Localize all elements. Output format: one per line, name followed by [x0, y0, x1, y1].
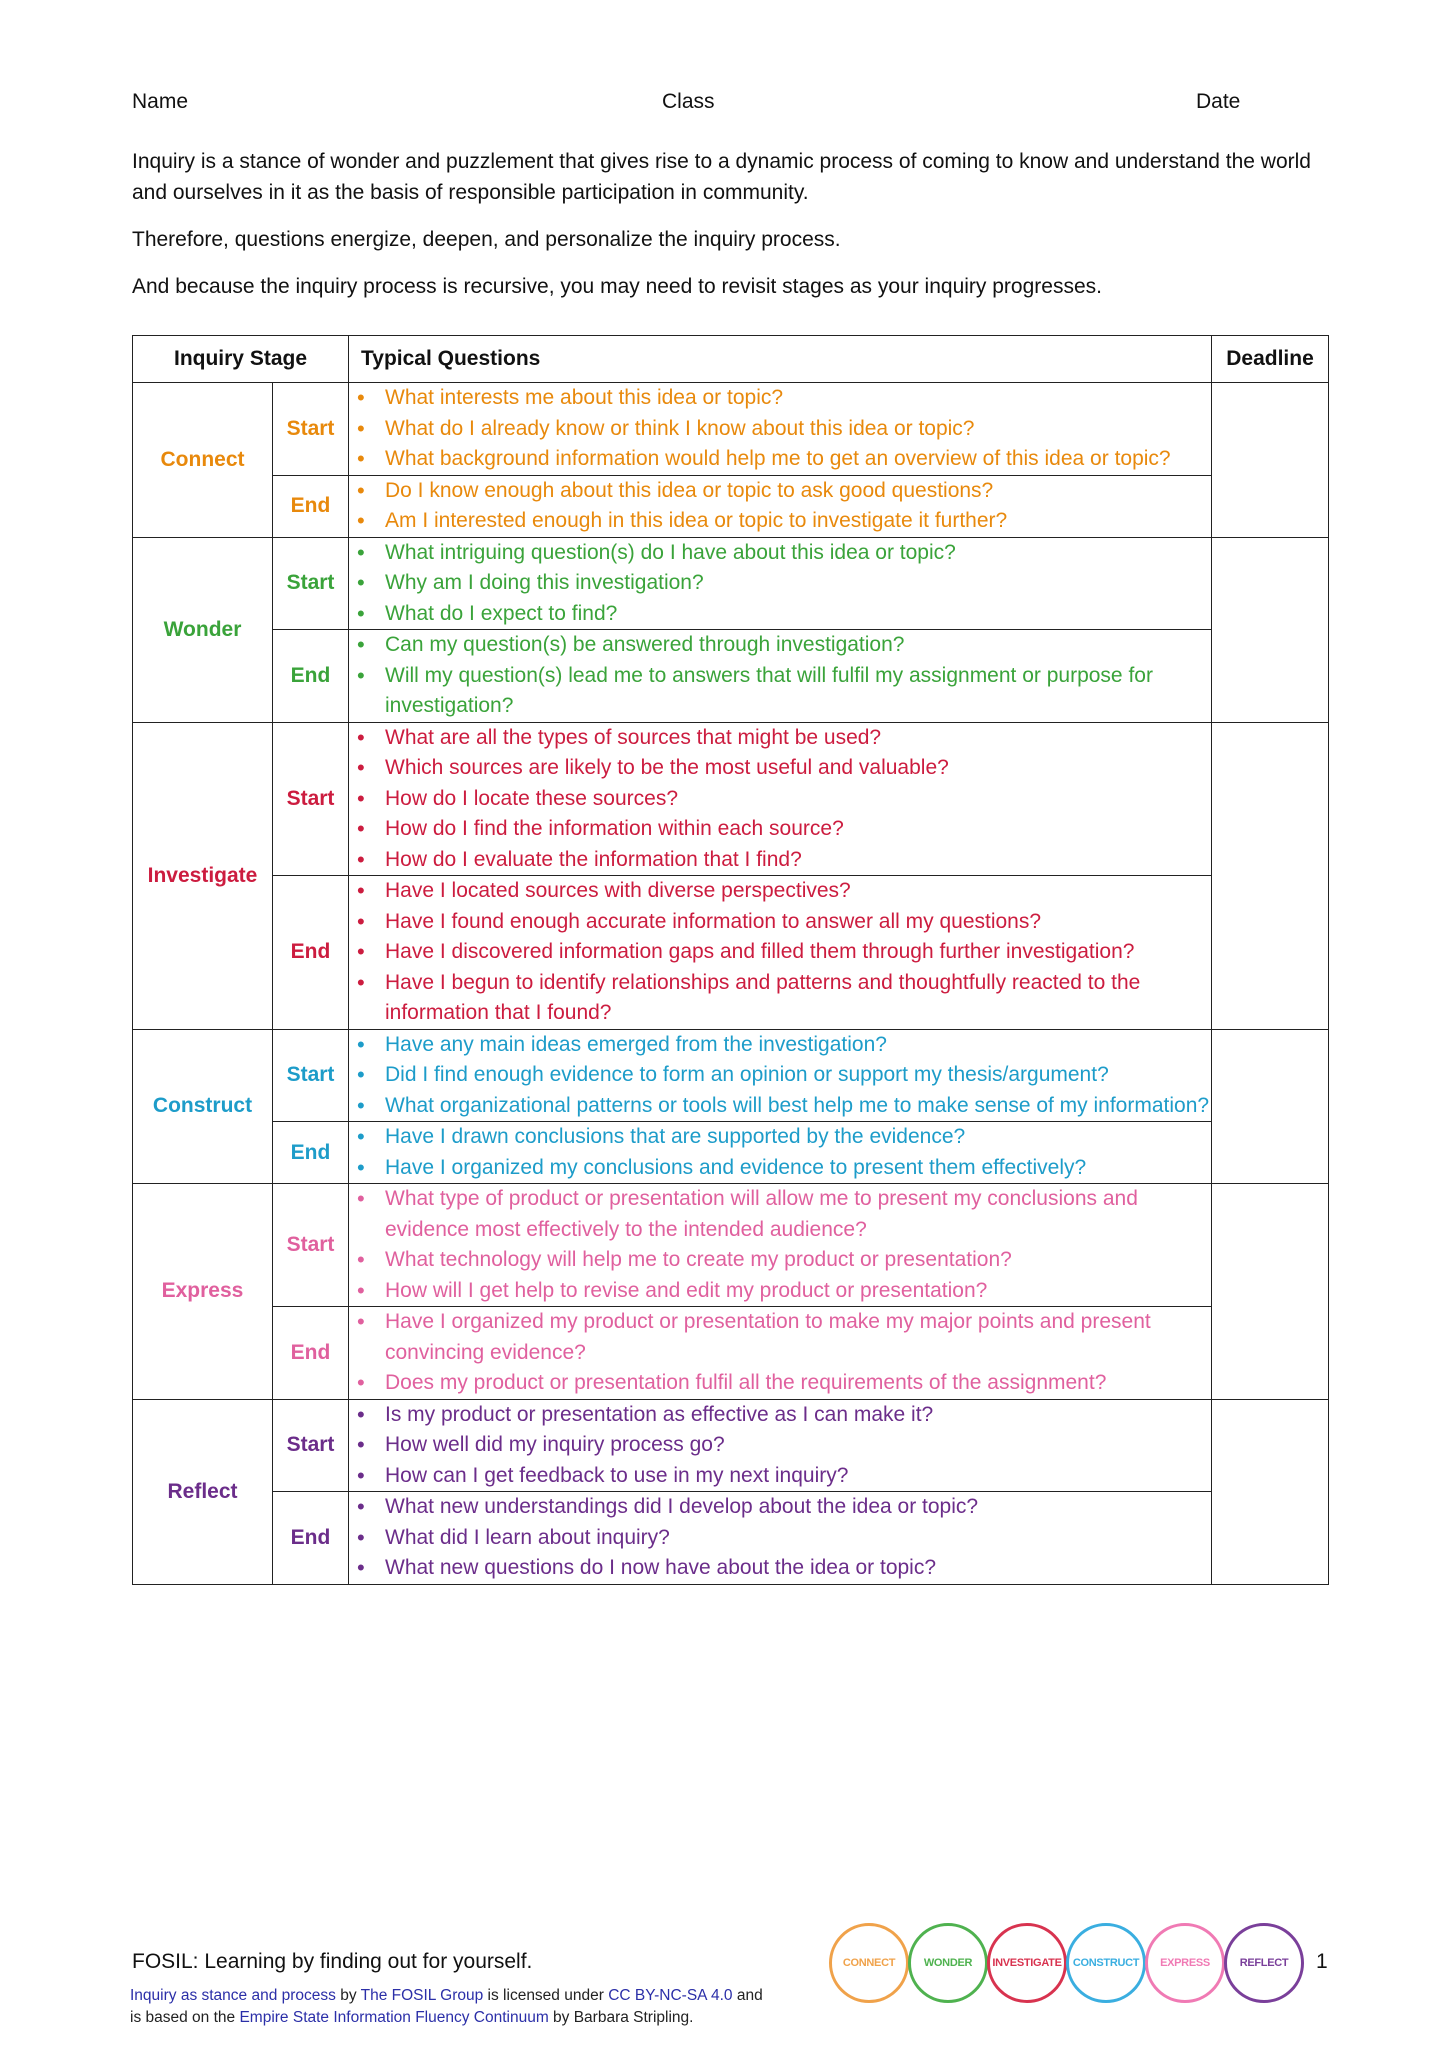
question-list — [349, 1122, 1211, 1183]
question-item: • What type of product or presentation will allow me to present my conclusions and evidence most effectively to the intended audience? — [349, 1184, 1211, 1245]
end-label: End — [273, 876, 349, 1030]
fosil-group-link[interactable]: The FOSIL Group — [360, 1987, 484, 2004]
question-cell — [349, 1122, 1212, 1184]
stage-name: Connect — [133, 383, 273, 538]
start-label: Start — [273, 1399, 349, 1492]
question-list — [349, 723, 1211, 876]
question-item: • What organizational patterns or tools will best help me to make sense of my information? — [349, 1091, 1211, 1122]
question-cell — [349, 722, 1212, 876]
question-item: • What background information would help me to get an overview of this idea or topic? — [349, 444, 1211, 475]
name-label: Name — [132, 90, 189, 113]
table-row — [133, 1399, 1329, 1492]
question-item: • Have I organized my product or presentation to make my major points and present convincing evidence? — [349, 1307, 1211, 1368]
question-cell — [349, 1399, 1212, 1492]
table-row — [133, 1492, 1329, 1585]
license-text — [130, 1985, 763, 2029]
intro-paragraph: And because the inquiry process is recursive, you may need to revisit stages as your inquiry progresses. — [132, 275, 1102, 298]
stage-name: Reflect — [133, 1399, 273, 1584]
start-label: Start — [273, 1029, 349, 1122]
question-list — [349, 476, 1211, 537]
table-row — [133, 722, 1329, 876]
question-list — [349, 1030, 1211, 1122]
table-row — [133, 876, 1329, 1030]
start-label: Start — [273, 383, 349, 476]
question-cell — [349, 876, 1212, 1030]
question-cell — [349, 537, 1212, 630]
logo-express: EXPRESS — [1145, 1923, 1225, 2003]
table-row — [133, 630, 1329, 723]
stage-name: Wonder — [133, 537, 273, 722]
table-row — [133, 475, 1329, 537]
page-number: 1 — [1316, 1950, 1328, 1973]
question-item: • How well did my inquiry process go? — [349, 1430, 1211, 1461]
question-item: • Have I begun to identify relationships and patterns and thoughtfully reacted to the information that I found? — [349, 968, 1211, 1029]
question-list — [349, 630, 1211, 722]
question-item: • Is my product or presentation as effective as I can make it? — [349, 1400, 1211, 1431]
end-label: End — [273, 1307, 349, 1400]
start-label: Start — [273, 537, 349, 630]
question-item: • What intriguing question(s) do I have about this idea or topic? — [349, 538, 1211, 569]
intro-paragraph: Inquiry is a stance of wonder and puzzlement that gives rise to a dynamic process of coming to know and understand the world and ourselves in it as the basis of responsible participation in community. — [132, 150, 1311, 204]
table-row — [133, 1122, 1329, 1184]
license-by-text: by — [335, 1987, 361, 2004]
question-list — [349, 1492, 1211, 1584]
deadline-cell[interactable] — [1212, 383, 1329, 538]
question-list — [349, 538, 1211, 630]
question-item: • Will my question(s) lead me to answers that will fulfil my assignment or purpose for investigation? — [349, 661, 1211, 722]
table-header-row — [133, 336, 1329, 383]
logo-construct: CONSTRUCT — [1066, 1923, 1146, 2003]
question-item: • What did I learn about inquiry? — [349, 1523, 1211, 1554]
end-label: End — [273, 1122, 349, 1184]
stage-name: Investigate — [133, 722, 273, 1029]
deadline-cell[interactable] — [1212, 537, 1329, 722]
table-row — [133, 383, 1329, 476]
question-item: • Have I located sources with diverse perspectives? — [349, 876, 1211, 907]
question-item: • Have I drawn conclusions that are supported by the evidence? — [349, 1122, 1211, 1153]
question-list — [349, 1184, 1211, 1306]
table-row — [133, 537, 1329, 630]
question-list — [349, 383, 1211, 475]
deadline-cell[interactable] — [1212, 1399, 1329, 1584]
continuum-link[interactable]: Empire State Information Fluency Continuum — [239, 2009, 549, 2026]
question-item: • What new questions do I now have about the idea or topic? — [349, 1553, 1211, 1584]
deadline-cell[interactable] — [1212, 1184, 1329, 1400]
header-fields — [132, 90, 1328, 120]
question-item: • Have I organized my conclusions and evidence to present them effectively? — [349, 1153, 1211, 1184]
question-cell — [349, 1029, 1212, 1122]
logo-investigate: INVESTIGATE — [987, 1923, 1067, 2003]
question-list — [349, 876, 1211, 1029]
question-item: • What do I already know or think I know about this idea or topic? — [349, 414, 1211, 445]
header-typical-questions: Typical Questions — [349, 336, 1212, 383]
end-label: End — [273, 475, 349, 537]
header-deadline: Deadline — [1212, 336, 1329, 383]
question-item: • How do I find the information within each source? — [349, 814, 1211, 845]
question-item: • Does my product or presentation fulfil all the requirements of the assignment? — [349, 1368, 1211, 1399]
question-list — [349, 1400, 1211, 1492]
license-and-text: and — [732, 1987, 763, 2004]
question-item: • What do I expect to find? — [349, 599, 1211, 630]
question-item: • How do I evaluate the information that I find? — [349, 845, 1211, 876]
start-label: Start — [273, 722, 349, 876]
stage-name: Construct — [133, 1029, 273, 1184]
question-item: • Have I discovered information gaps and filled them through further investigation? — [349, 937, 1211, 968]
question-item: • How do I locate these sources? — [349, 784, 1211, 815]
license-licensed-text: is licensed under — [483, 1987, 609, 2004]
question-cell — [349, 630, 1212, 723]
logo-wonder: WONDER — [908, 1923, 988, 2003]
license-based-text: is based on the — [130, 2009, 240, 2026]
question-item: • What technology will help me to create my product or presentation? — [349, 1245, 1211, 1276]
table-row — [133, 1307, 1329, 1400]
logo-reflect: REFLECT — [1224, 1923, 1304, 2003]
deadline-cell[interactable] — [1212, 1029, 1329, 1184]
question-item: • Have I found enough accurate information to answer all my questions? — [349, 907, 1211, 938]
question-cell — [349, 1184, 1212, 1307]
table-row — [133, 1184, 1329, 1307]
question-item: • How can I get feedback to use in my next inquiry? — [349, 1461, 1211, 1492]
stage-name: Express — [133, 1184, 273, 1400]
start-label: Start — [273, 1184, 349, 1307]
question-item: • What are all the types of sources that might be used? — [349, 723, 1211, 754]
question-item: • Can my question(s) be answered through investigation? — [349, 630, 1211, 661]
question-cell — [349, 1492, 1212, 1585]
deadline-cell[interactable] — [1212, 722, 1329, 1029]
footer-title: FOSIL: Learning by finding out for yourself. — [132, 1950, 533, 1973]
question-item: • How will I get help to revise and edit my product or presentation? — [349, 1276, 1211, 1307]
header-inquiry-stage: Inquiry Stage — [133, 336, 349, 383]
end-label: End — [273, 1492, 349, 1585]
end-label: End — [273, 630, 349, 723]
stage-logo-row — [829, 1923, 1303, 2005]
class-label: Class — [662, 90, 715, 113]
question-item: • Why am I doing this investigation? — [349, 568, 1211, 599]
license-author-text: by Barbara Stripling. — [548, 2009, 694, 2026]
question-item: • Do I know enough about this idea or topic to ask good questions? — [349, 476, 1211, 507]
question-item: • What interests me about this idea or topic? — [349, 383, 1211, 414]
question-list — [349, 1307, 1211, 1399]
table-row — [133, 1029, 1329, 1122]
intro-paragraph: Therefore, questions energize, deepen, and personalize the inquiry process. — [132, 228, 841, 251]
question-cell — [349, 1307, 1212, 1400]
work-title-link[interactable]: Inquiry as stance and process — [130, 1987, 336, 2004]
question-item: • Am I interested enough in this idea or topic to investigate it further? — [349, 506, 1211, 537]
table-body — [133, 383, 1329, 1585]
date-label: Date — [1196, 90, 1241, 113]
intro-text — [132, 146, 1328, 318]
question-item: • Which sources are likely to be the most useful and valuable? — [349, 753, 1211, 784]
inquiry-table — [132, 335, 1329, 1585]
question-item: • Did I find enough evidence to form an opinion or support my thesis/argument? — [349, 1060, 1211, 1091]
question-cell — [349, 383, 1212, 476]
cc-license-link[interactable]: CC BY-NC-SA 4.0 — [608, 1987, 733, 2004]
logo-connect: CONNECT — [829, 1923, 909, 2003]
question-item: • Have any main ideas emerged from the investigation? — [349, 1030, 1211, 1061]
question-item: • What new understandings did I develop about the idea or topic? — [349, 1492, 1211, 1523]
question-cell — [349, 475, 1212, 537]
